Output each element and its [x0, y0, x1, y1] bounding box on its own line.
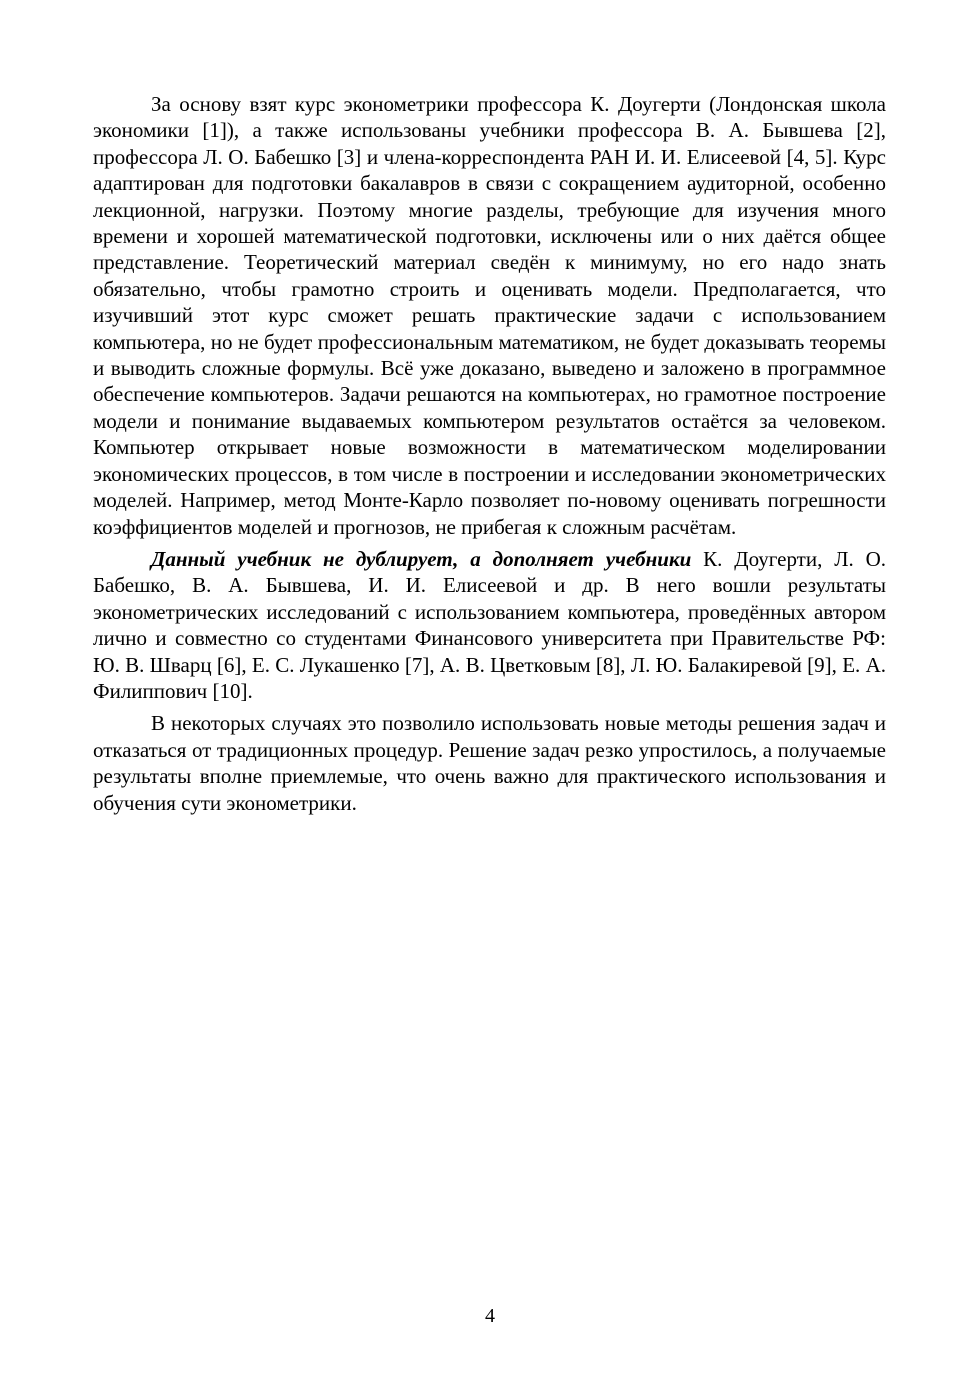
paragraph-textbook-complement [93, 546, 886, 704]
paragraph-text: К. Доугерти, Л. О. Бабешко, В. А. Бывшева, И. И. Елисеевой и др. В него вошли результаты эконометрических исследований с использованием компьютера, проведённых автором лично и совместно со студентами Финансового университета при Правительстве РФ: Ю. В. Шварц [6], Е. С. Лукашенко [7], А. В. Цветковым [8], Л. Ю. Балакиревой [9], Е. А. Филиппович [10]. [93, 546, 886, 703]
paragraph-course-basis [93, 91, 886, 540]
paragraph-new-methods [93, 710, 886, 816]
paragraph-text: За основу взят курс эконометрики профессора К. Доугерти (Лондонская школа экономики [1]), а также использованы учебники профессора В. А. Бывшева [2], профессора Л. О. Бабешко [3] и члена-корреспондента РАН И. И. Елисеевой [4, 5]. Курс адаптирован для подготовки бакалавров в связи с сокращением аудиторной, особенно лекционной, нагрузки. Поэтому многие разделы, требующие для изучения много времени и хорошей математической подготовки, исключены или о них даётся общее представление. Теоретический материал сведён к минимуму, но его надо знать обязательно, чтобы грамотно строить и оценивать модели. Предполагается, что изучивший этот курс сможет решать практические задачи с использованием компьютера, но не будет профессиональным математиком, не будет доказывать теоремы и выводить сложные формулы. Всё уже доказано, выведено и заложено в программное обеспечение компьютеров. Задачи решаются на компьютерах, но грамотное построение модели и понимание выдаваемых компьютером результатов остаётся за человеком. Компьютер открывает новые возможности в математическом моделировании экономических процессов, в том числе в построении и исследовании эконометрических моделей. Например, метод Монте-Карло позволяет по-новому оценивать погрешности коэффициентов моделей и прогнозов, не прибегая к сложным расчётам. [93, 92, 886, 539]
paragraph-text: В некоторых случаях это позволило использовать новые методы решения задач и отказаться от традиционных процедур. Решение задач резко упростилось, а получаемые результаты вполне приемлемые, что очень важно для практического использования и обучения сути эконометрики. [93, 711, 886, 815]
paragraph-lead-emphasis: Данный учебник не дублирует, а дополняет учебники [151, 546, 692, 571]
page-number: 4 [485, 1305, 495, 1327]
page-body [93, 91, 886, 822]
